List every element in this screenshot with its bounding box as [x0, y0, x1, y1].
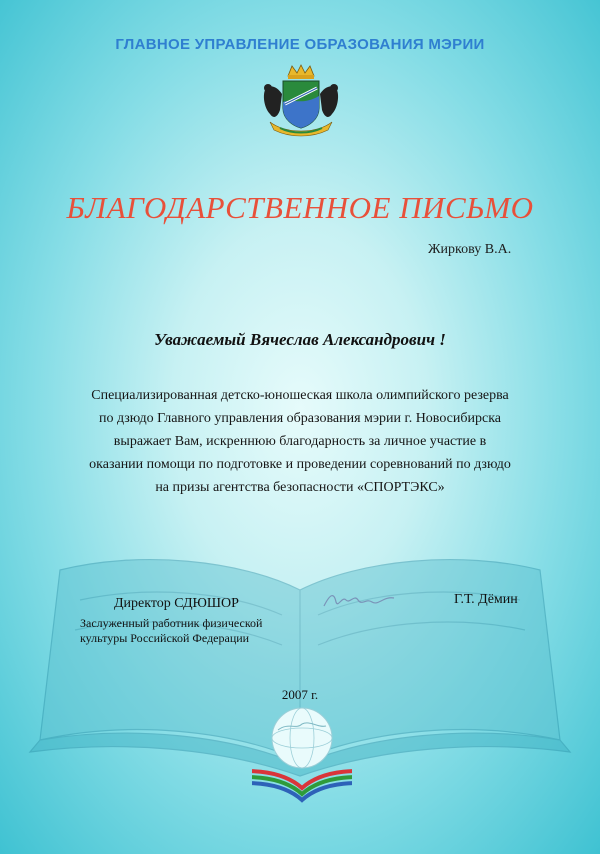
recipient-name: Жиркову В.А. — [428, 242, 512, 257]
letter-body — [60, 384, 540, 499]
body-line: выражает Вам, искреннюю благодарность за личное участие в — [113, 434, 487, 449]
handwritten-signature — [320, 586, 400, 614]
letter-title: БЛАГОДАРСТВЕННОЕ ПИСЬМО — [66, 190, 534, 225]
signer-name: Г.Т. Дёмин — [454, 592, 518, 607]
org-header: ГЛАВНОЕ УПРАВЛЕНИЕ ОБРАЗОВАНИЯ МЭРИИ — [115, 36, 485, 53]
body-line: Специализированная детско-юношеская школа олимпийского резерва — [91, 388, 509, 403]
letter-year: 2007 г. — [281, 687, 319, 702]
globe-book-logo-icon — [252, 700, 352, 804]
body-line: по дзюдо Главного управления образования мэрии г. Новосибирска — [98, 411, 502, 426]
honor-title — [80, 616, 262, 646]
director-title: Директор СДЮШОР — [114, 596, 239, 611]
city-coat-of-arms-icon — [256, 64, 346, 140]
greeting: Уважаемый Вячеслав Александрович ! — [154, 330, 446, 349]
body-line: оказании помощи по подготовке и проведении соревнований по дзюдо — [89, 457, 511, 472]
honor-line: культуры Российской Федерации — [80, 631, 250, 645]
honor-line: Заслуженный работник физической — [80, 616, 263, 630]
body-line: на призы агентства безопасности «СПОРТЭКС» — [155, 480, 445, 495]
